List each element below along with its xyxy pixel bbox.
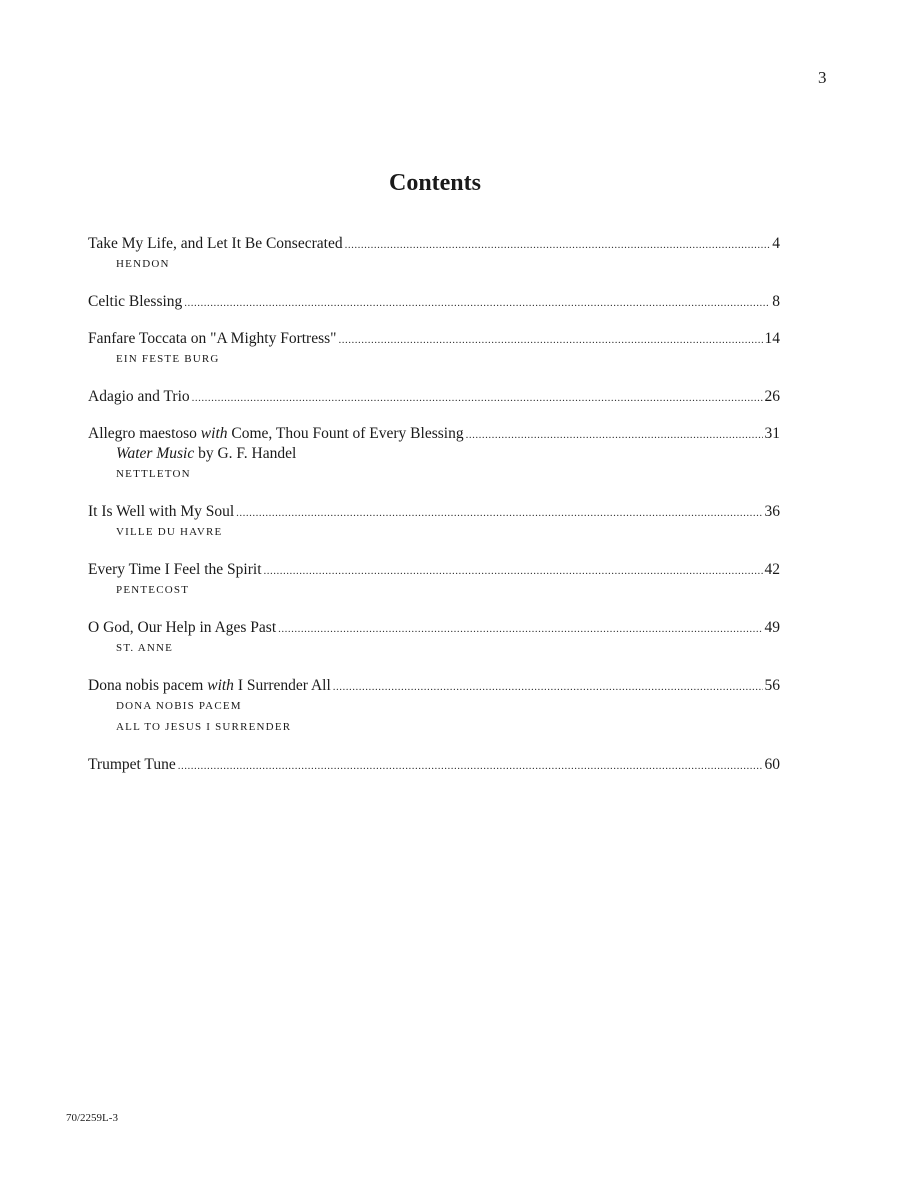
entry-title-part: Dona nobis pacem xyxy=(88,677,208,694)
entry-title: Trumpet Tune xyxy=(88,756,176,773)
footer-code: 70/2259L-3 xyxy=(66,1112,118,1124)
entry-page: 42 xyxy=(764,561,780,578)
entry-title: Take My Life, and Let It Be Consecrated xyxy=(88,235,343,252)
subtitle-rest: by G. F. Handel xyxy=(194,445,297,462)
entry-page: 36 xyxy=(764,503,780,520)
table-of-contents xyxy=(88,234,780,792)
entry-page: 4 xyxy=(772,235,780,252)
dot-leader xyxy=(338,330,762,350)
page-number: 3 xyxy=(818,68,827,87)
tune-name: ALL TO JESUS I SURRENDER xyxy=(116,721,292,733)
entry-page: 26 xyxy=(764,388,780,405)
tune-name: HENDON xyxy=(116,258,170,270)
toc-entry xyxy=(88,502,780,543)
toc-entry xyxy=(88,755,780,775)
toc-entry xyxy=(88,560,780,601)
entry-title: O God, Our Help in Ages Past xyxy=(88,619,277,636)
dot-leader xyxy=(264,561,763,581)
entry-title xyxy=(88,676,331,696)
toc-entry xyxy=(88,292,780,312)
entry-title-part: Allegro maestoso xyxy=(88,425,201,442)
toc-entry xyxy=(88,424,780,485)
tune-name: DONA NOBIS PACEM xyxy=(116,700,242,712)
entry-title: Celtic Blessing xyxy=(88,293,183,310)
toc-entry xyxy=(88,676,780,738)
entry-title-with: with xyxy=(200,425,228,442)
entry-page: 8 xyxy=(772,293,780,310)
entry-subtitle xyxy=(88,444,780,464)
tune-name: EIN FESTE BURG xyxy=(116,353,220,365)
dot-leader xyxy=(192,388,763,408)
entry-title: Adagio and Trio xyxy=(88,388,190,405)
entry-title: Fanfare Toccata on "A Mighty Fortress" xyxy=(88,330,337,347)
toc-entry xyxy=(88,234,780,275)
entry-page: 31 xyxy=(764,425,780,442)
subtitle-italic: Water Music xyxy=(116,445,195,462)
entry-page: 14 xyxy=(764,330,780,347)
toc-entry xyxy=(88,329,780,370)
entry-title xyxy=(88,424,464,444)
entry-title: Every Time I Feel the Spirit xyxy=(88,561,262,578)
tune-name: PENTECOST xyxy=(116,584,190,596)
dot-leader xyxy=(278,619,762,639)
entry-title-with: with xyxy=(207,677,234,694)
toc-entry xyxy=(88,618,780,659)
dot-leader xyxy=(466,425,763,445)
entry-title-part: Come, Thou Fount of Every Blessing xyxy=(227,425,464,442)
dot-leader xyxy=(184,293,770,313)
dot-leader xyxy=(333,677,763,697)
tune-name: ST. ANNE xyxy=(116,642,174,654)
dot-leader xyxy=(236,503,762,523)
dot-leader xyxy=(178,756,763,776)
entry-title-part: I Surrender All xyxy=(233,677,331,694)
entry-page: 56 xyxy=(764,677,780,694)
tune-name: VILLE DU HAVRE xyxy=(116,526,223,538)
entry-page: 49 xyxy=(764,619,780,636)
dot-leader xyxy=(345,235,771,255)
toc-entry xyxy=(88,387,780,407)
entry-page: 60 xyxy=(764,756,780,773)
page-title: Contents xyxy=(388,170,481,196)
entry-title: It Is Well with My Soul xyxy=(88,503,235,520)
tune-name: NETTLETON xyxy=(116,468,191,480)
